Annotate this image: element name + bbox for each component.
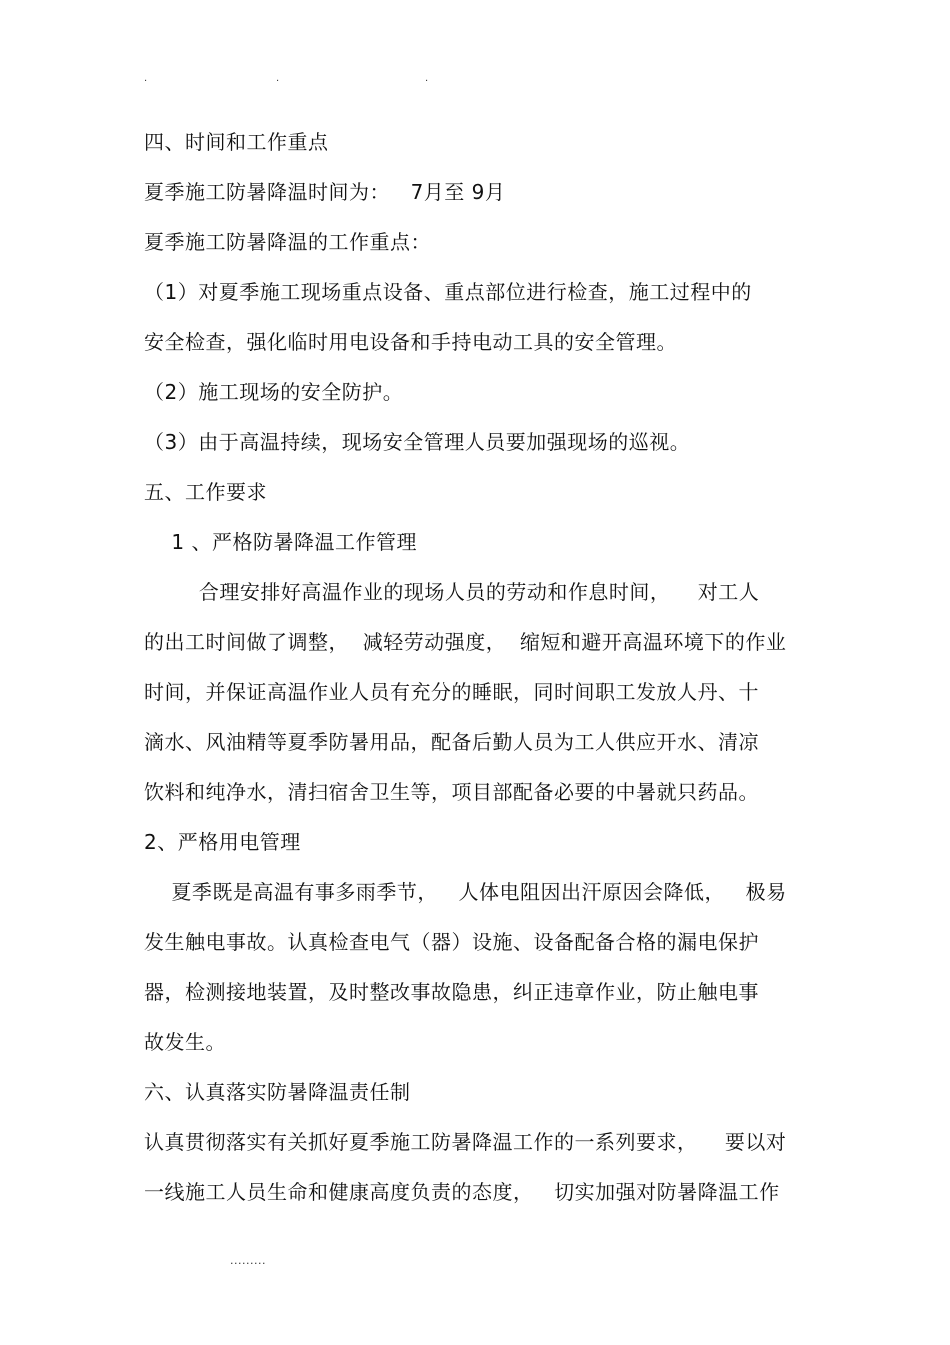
paragraph-line: 的出工时间做了调整， 减轻劳动强度， 缩短和避开高温环境下的作业 (144, 630, 787, 654)
paragraph-line: 安全检查，强化临时用电设备和手持电动工具的安全管理。 (144, 330, 677, 354)
list-item-3: （3）由于高温持续，现场安全管理人员要加强现场的巡视。 (144, 430, 691, 454)
footer-mark: ......... (230, 1254, 266, 1267)
paragraph-line: 发生触电事故。认真检查电气（器）设施、设备配备合格的漏电保护 (144, 930, 759, 954)
subsection-heading-1: 1 、严格防暑降温工作管理 (144, 530, 418, 554)
paragraph-line: 夏季既是高温有事多雨季节， 人体电阻因出汗原因会降低， 极易 (144, 880, 787, 904)
header-dot: . (425, 73, 429, 84)
section-heading-4: 四、时间和工作重点 (144, 130, 329, 154)
paragraph-line: 一线施工人员生命和健康高度负责的态度， 切实加强对防暑降温工作 (144, 1180, 780, 1204)
paragraph-line: 饮料和纯净水，清扫宿舍卫生等，项目部配备必要的中暑就只药品。 (144, 780, 759, 804)
header-dot: . (276, 73, 280, 84)
subsection-heading-2: 2、严格用电管理 (144, 830, 301, 854)
header-dot: . (144, 73, 148, 84)
paragraph-line: 时间，并保证高温作业人员有充分的睡眠，同时间职工发放人丹、十 (144, 680, 759, 704)
paragraph-line: 滴水、风油精等夏季防暑用品，配备后勤人员为工人供应开水、清凉 (144, 730, 759, 754)
section-heading-6: 六、认真落实防暑降温责任制 (144, 1080, 411, 1104)
paragraph-line: 认真贯彻落实有关抓好夏季施工防暑降温工作的一系列要求， 要以对 (144, 1130, 787, 1154)
paragraph-line: 夏季施工防暑降温的工作重点： (144, 230, 431, 254)
list-item-2: （2）施工现场的安全防护。 (144, 380, 404, 404)
paragraph-line: 合理安排好高温作业的现场人员的劳动和作息时间， 对工人 (144, 580, 760, 604)
paragraph-line: 夏季施工防暑降温时间为： 7月至 9月 (144, 180, 506, 204)
paragraph-line: 器，检测接地装置，及时整改事故隐患，纠正违章作业，防止触电事 (144, 980, 759, 1004)
list-item-1: （1）对夏季施工现场重点设备、重点部位进行检查，施工过程中的 (144, 280, 752, 304)
section-heading-5: 五、工作要求 (144, 480, 267, 504)
paragraph-line: 故发生。 (144, 1030, 226, 1054)
